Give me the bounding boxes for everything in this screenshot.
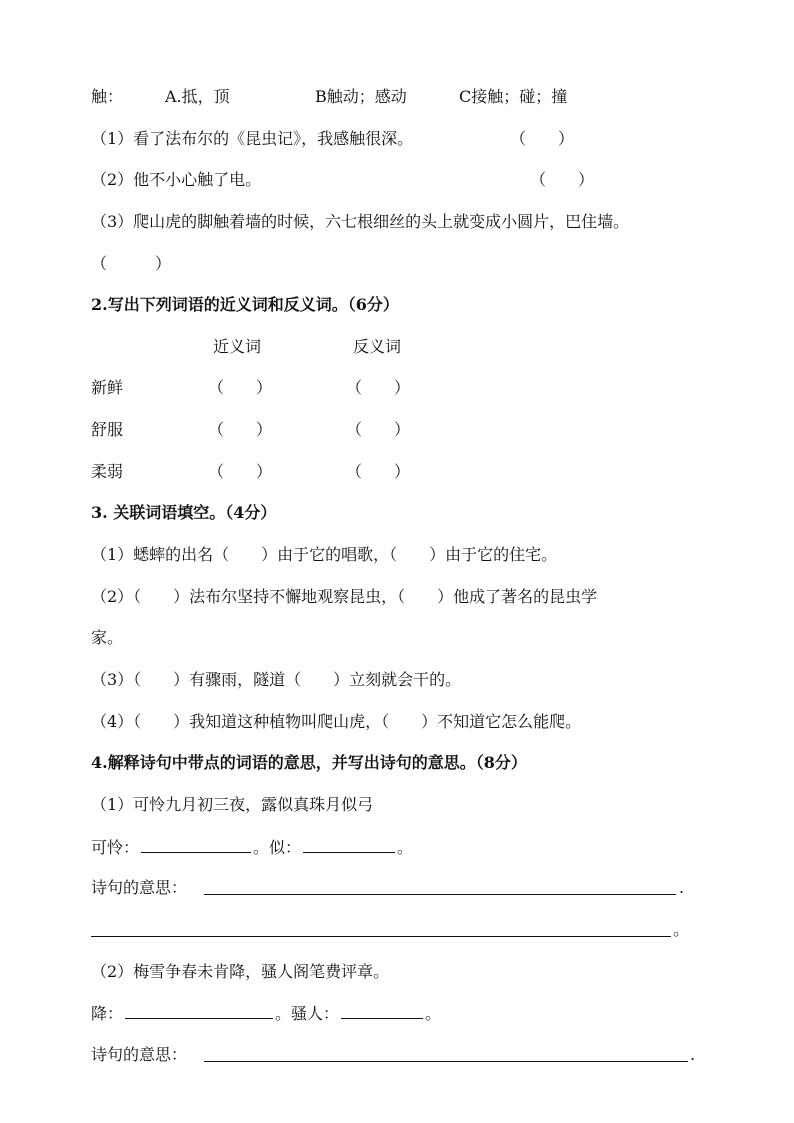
q3-sentence-4: （4）（ ）我知道这种植物叫爬山虎，（ ）不知道它怎么能爬。 — [91, 712, 582, 731]
q3-sentence-1: （1）蟋蟀的出名（ ）由于它的唱歌，（ ）由于它的住宅。 — [91, 545, 558, 564]
q4-kelian-blank[interactable] — [141, 837, 251, 853]
chu-sentence-3: （3）爬山虎的脚触着墙的时候，六七根细丝的头上就变成小圆片，巴住墙。 — [91, 212, 630, 231]
chu-sentence-1: （1）看了法布尔的《昆虫记》，我感触很深。 — [91, 129, 414, 148]
q2-word: 舒服 — [91, 420, 124, 439]
q2-head-antonym: 反义词 — [353, 337, 402, 356]
q3-sentence-3: （3）（ ）有骤雨，隧道（ ）立刻就会干的。 — [91, 670, 462, 689]
q2-synonym-blank[interactable]: （ ） — [208, 462, 273, 481]
chu-options-line — [91, 87, 123, 107]
q2-title: 2.写出下列词语的近义词和反义词。（6分） — [91, 295, 399, 314]
q4-saoren-label: 。骚人： — [275, 1004, 340, 1023]
q3-title: 3. 关联词语填空。（4分） — [91, 503, 277, 522]
q4-poem-2: （2）梅雪争春未肯降，骚人阁笔费评章。 — [91, 962, 390, 981]
chu-sentence-2: （2）他不小心触了电。 — [91, 170, 262, 189]
q2-antonym-blank[interactable]: （ ） — [346, 378, 411, 397]
q4-meaning-dot-2: . — [690, 1045, 696, 1064]
q3-sentence-2-cont: 家。 — [91, 628, 124, 647]
q4-meaning-answer-line[interactable] — [204, 894, 676, 895]
q2-antonym-blank[interactable]: （ ） — [346, 462, 411, 481]
q3-sentence-2: （2）（ ）法布尔坚持不懈地观察昆虫，（ ）他成了著名的昆虫学 — [91, 587, 598, 606]
q4-si-blank[interactable] — [303, 837, 395, 853]
q4-kelian-line — [91, 837, 413, 858]
q2-head-synonym: 近义词 — [213, 337, 262, 356]
q4-kelian-label: 可怜： — [91, 838, 140, 857]
q2-synonym-blank[interactable]: （ ） — [208, 378, 273, 397]
q4-saoren-blank[interactable] — [341, 1003, 423, 1019]
q2-word: 新鲜 — [91, 378, 124, 397]
chu-label: 触： — [91, 87, 124, 106]
q4-title: 4.解释诗句中带点的词语的意思，并写出诗句的意思。（8分） — [91, 753, 527, 772]
q4-meaning-answer-line-2[interactable] — [91, 936, 671, 937]
chu-option-a: A.抵，顶 — [165, 87, 230, 106]
q4-meaning-dot: . — [679, 878, 685, 897]
q4-meaning-label-1: 诗句的意思： — [91, 878, 188, 897]
q4-meaning-end: 。 — [673, 920, 690, 939]
chu-answer-1[interactable]: （ ） — [510, 129, 575, 148]
chu-answer-2[interactable]: （ ） — [530, 170, 595, 189]
q4-end-1: 。 — [397, 838, 414, 857]
q4-meaning-answer-line-3[interactable] — [204, 1061, 688, 1062]
q4-jiang-blank[interactable] — [125, 1003, 273, 1019]
chu-option-b: B触动；感动 — [315, 87, 407, 106]
q2-antonym-blank[interactable]: （ ） — [346, 420, 411, 439]
q4-meaning-label-2: 诗句的意思： — [91, 1045, 188, 1064]
q2-synonym-blank[interactable]: （ ） — [208, 420, 273, 439]
q4-si-label: 。似： — [253, 838, 302, 857]
q2-word: 柔弱 — [91, 462, 124, 481]
q4-end-2: 。 — [425, 1004, 442, 1023]
q4-jiang-label: 降： — [91, 1004, 124, 1023]
q4-jiang-line — [91, 1003, 441, 1024]
chu-answer-3[interactable]: （ ） — [91, 254, 172, 273]
chu-option-c: C接触；碰；撞 — [459, 87, 568, 106]
q4-poem-1: （1）可怜九月初三夜，露似真珠月似弓 — [91, 795, 374, 814]
